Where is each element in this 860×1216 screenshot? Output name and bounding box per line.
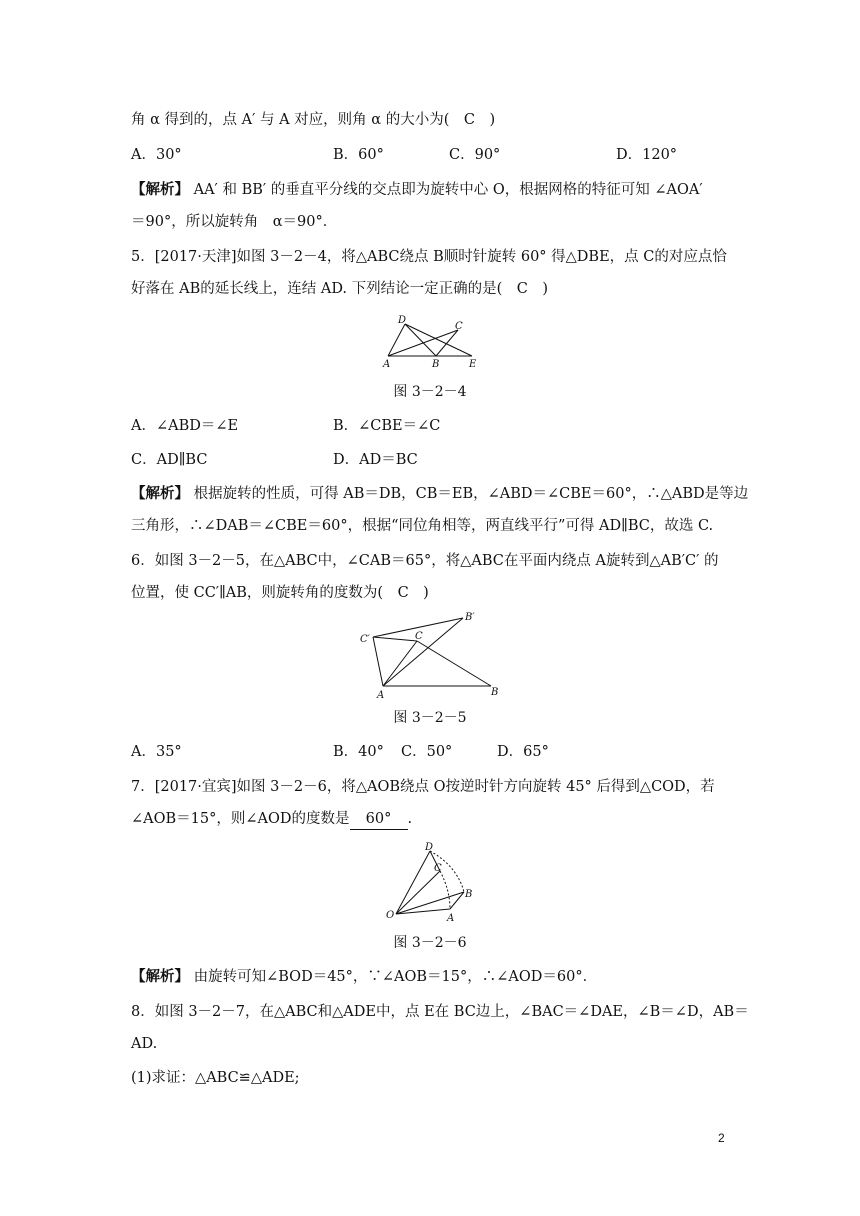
fig5-label-c-prime: C′: [360, 634, 370, 645]
q4-option-d: D．120°: [616, 147, 678, 163]
fig6-label-o: O: [386, 910, 395, 921]
q7-line2-text: ∠AOB＝15°，则∠AOD的度数是: [131, 811, 350, 827]
q5-option-b: B．∠CBE＝∠C: [333, 418, 441, 434]
fig6-label-d: D: [425, 842, 434, 853]
q5-analysis-line2: 三角形，∴∠DAB＝∠CBE＝60°，根据“同位角相等，两直线平行”可得 AD∥BC，故选 C.: [131, 518, 714, 534]
fig4-label-c: C: [455, 321, 463, 332]
analysis-label: 【解析】: [131, 968, 189, 985]
q4-option-b: B．60°: [333, 147, 384, 163]
fig4-label-e: E: [469, 359, 477, 370]
figure-caption-3-2-5: 图 3－2－5: [393, 710, 467, 726]
q4-option-c: C．90°: [449, 147, 501, 163]
q5-option-c: C．AD∥BC: [131, 452, 208, 468]
q8-sub1: (1)求证：△ABC≌△ADE;: [131, 1070, 300, 1086]
q8-line1: 8．如图 3－2－7，在△ABC和△ADE中，点 E在 BC边上，∠BAC＝∠DAE，∠B＝∠D，AB＝: [131, 1004, 749, 1020]
analysis-label: 【解析】: [131, 181, 189, 198]
q5-option-d: D．AD＝BC: [333, 452, 418, 468]
fig6-label-b: B: [465, 889, 473, 900]
figure-3-2-5: [355, 612, 505, 700]
q6-option-b: B．40°: [333, 744, 384, 760]
q5-option-a: A．∠ABD＝∠E: [131, 418, 239, 434]
fig4-label-a: A: [383, 359, 391, 370]
q6-option-c: C．50°: [401, 744, 453, 760]
q6-option-d: D．65°: [497, 744, 549, 760]
analysis-text: 由旋转可知∠BOD＝45°，∵∠AOB＝15°，∴∠AOD＝60°．: [193, 969, 598, 985]
q5-line2: 好落在 AB的延长线上，连结 AD. 下列结论一定正确的是( C ): [131, 281, 549, 297]
fig5-label-a: A: [377, 690, 385, 700]
figure-3-2-6: [380, 838, 480, 926]
q6-line2: 位置，使 CC′∥AB，则旋转角的度数为( C ): [131, 585, 429, 601]
analysis-text: 根据旋转的性质，可得 AB＝DB，CB＝EB，∠ABD＝∠CBE＝60°，∴△ABD是等边: [193, 486, 749, 502]
fig5-label-c: C: [415, 631, 423, 642]
fig6-label-a: A: [447, 913, 455, 924]
q7-line2: [131, 809, 412, 830]
q7-analysis-line1: [131, 967, 597, 987]
answer-blank: 60°: [350, 809, 408, 830]
analysis-label: 【解析】: [131, 485, 189, 502]
q5-analysis-line1: [131, 484, 748, 504]
q4-line1: 角 α 得到的，点 A′ 与 A 对应，则角 α 的大小为( C ): [131, 112, 496, 128]
q4-option-a: A．30°: [131, 147, 182, 163]
fig5-label-b: B: [491, 687, 499, 698]
q5-line1: 5．[2017·天津]如图 3－2－4，将△ABC绕点 B顺时针旋转 60° 得△DBE，点 C的对应点恰: [131, 249, 727, 265]
figure-3-2-4: [380, 312, 480, 370]
q7-line2-end: .: [407, 811, 413, 827]
fig4-label-b: B: [432, 359, 440, 370]
q6-line1: 6．如图 3－2－5，在△ABC中，∠CAB＝65°，将△ABC在平面内绕点 A旋转到△AB′C′ 的: [131, 553, 719, 569]
analysis-text: AA′ 和 BB′ 的垂直平分线的交点即为旋转中心 O，根据网格的特征可知 ∠AOA′: [193, 182, 703, 198]
fig6-label-c: C: [434, 863, 442, 874]
q4-analysis-line1: [131, 180, 703, 200]
fig4-label-d: D: [398, 315, 407, 326]
q4-analysis-line2: ＝90°，所以旋转角 α＝90°．: [131, 214, 338, 230]
q6-option-a: A．35°: [131, 744, 182, 760]
q8-line2: AD.: [131, 1036, 158, 1052]
page-number: 2: [718, 1131, 725, 1145]
q7-line1: 7．[2017·宜宾]如图 3－2－6，将△AOB绕点 O按逆时针方向旋转 45° 后得到△COD，若: [131, 779, 715, 795]
figure-caption-3-2-4: 图 3－2－4: [393, 384, 467, 400]
figure-caption-3-2-6: 图 3－2－6: [393, 935, 467, 951]
fig5-label-b-prime: B′: [465, 612, 475, 623]
